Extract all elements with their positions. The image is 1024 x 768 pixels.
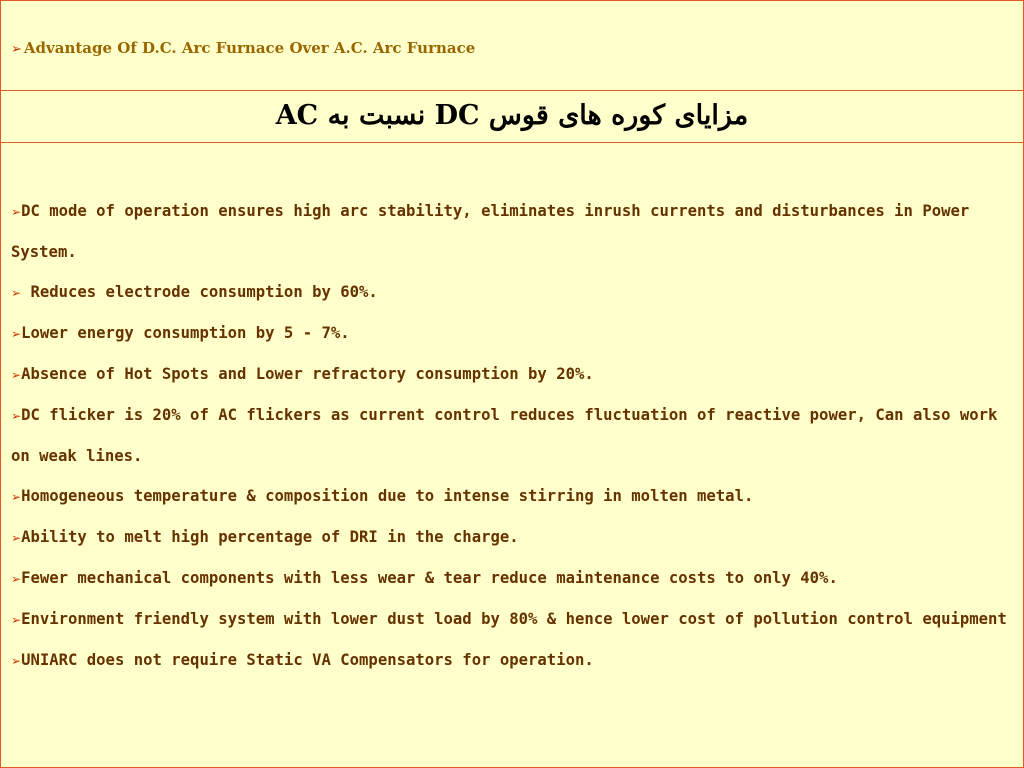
arrow-bullet-icon: ➢ [11, 205, 22, 219]
list-item-text: Environment friendly system with lower dust load by 80% & hence lower cost of pollution control equipment [21, 610, 1007, 628]
list-item [11, 476, 1011, 517]
list-item-text: Ability to melt high percentage of DRI in the charge. [21, 528, 519, 546]
list-item [11, 599, 1011, 640]
arrow-bullet-icon: ➢ [11, 613, 22, 627]
persian-subtitle: مزایای کوره های قوس DC نسبت به AC [275, 100, 749, 131]
list-item-text: DC mode of operation ensures high arc stability, eliminates inrush currents and disturbances in Power System. [11, 202, 970, 261]
arrow-bullet-icon: ➢ [11, 490, 22, 504]
subtitle-row [0, 90, 1024, 143]
list-item [11, 395, 1011, 476]
list-item [11, 313, 1011, 354]
arrow-bullet-icon: ➢ [11, 368, 22, 382]
arrow-bullet-icon: ➢ [11, 572, 22, 586]
list-item [11, 640, 1011, 681]
list-item-text: Lower energy consumption by 5 - 7%. [21, 324, 350, 342]
list-item [11, 558, 1011, 599]
slide-title [11, 39, 475, 57]
list-item [11, 191, 1011, 272]
list-item-text: DC flicker is 20% of AC flickers as current control reduces fluctuation of reactive power, Can also work on weak lines. [11, 406, 998, 465]
list-item [11, 272, 1011, 313]
list-item [11, 354, 1011, 395]
arrow-bullet-icon: ➢ [11, 327, 22, 341]
advantages-list [11, 191, 1011, 681]
list-item-text: Fewer mechanical components with less wear & tear reduce maintenance costs to only 40%. [21, 569, 838, 587]
slide-title-text: Advantage Of D.C. Arc Furnace Over A.C. Arc Furnace [23, 39, 476, 57]
arrow-bullet-icon: ➢ [11, 531, 22, 545]
list-item-text: UNIARC does not require Static VA Compensators for operation. [21, 651, 594, 669]
heading-row [0, 0, 1024, 91]
arrow-bullet-icon: ➢ [11, 409, 22, 423]
arrow-bullet-icon: ➢ [11, 42, 22, 57]
list-item [11, 517, 1011, 558]
list-item-text: Reduces electrode consumption by 60%. [21, 283, 378, 301]
list-item-text: Absence of Hot Spots and Lower refractory consumption by 20%. [21, 365, 594, 383]
list-item-text: Homogeneous temperature & composition due to intense stirring in molten metal. [21, 487, 754, 505]
arrow-bullet-icon: ➢ [11, 654, 22, 668]
arrow-bullet-icon: ➢ [11, 286, 22, 300]
